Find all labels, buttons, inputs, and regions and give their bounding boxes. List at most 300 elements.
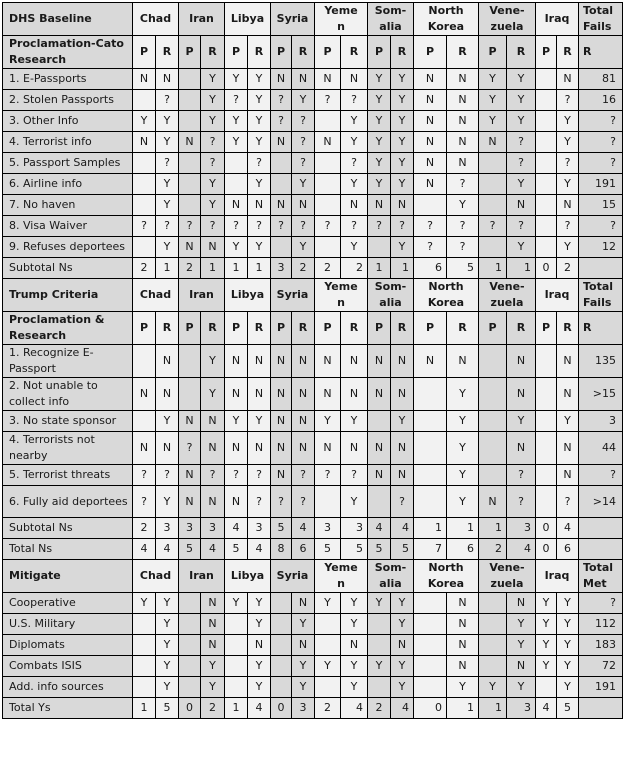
cell: Y	[557, 411, 579, 432]
cell: Y	[391, 656, 414, 677]
cell: Y	[225, 593, 248, 614]
summary-cell: 4	[248, 698, 271, 719]
cell: Y	[507, 174, 536, 195]
cell: Y	[156, 195, 179, 216]
cell	[271, 635, 292, 656]
cell: N	[368, 345, 391, 378]
cell: N	[557, 432, 579, 465]
summary-cell: 1	[479, 698, 507, 719]
summary-cell: 1	[414, 518, 447, 539]
cell	[479, 656, 507, 677]
summary-cell: 1	[479, 258, 507, 279]
cell: N	[271, 345, 292, 378]
cell: Y	[341, 677, 368, 698]
cell	[536, 345, 557, 378]
cell	[479, 432, 507, 465]
cell	[414, 593, 447, 614]
summary-cell: 4	[248, 539, 271, 560]
summary-cell: 3	[507, 518, 536, 539]
cell	[536, 411, 557, 432]
cell: N	[341, 195, 368, 216]
total-header: Total Met	[579, 560, 623, 593]
section-header-row	[3, 3, 623, 36]
summary-cell: 5	[368, 539, 391, 560]
cell: Y	[201, 677, 225, 698]
cell: Y	[156, 132, 179, 153]
cell	[479, 378, 507, 411]
cell: ?	[271, 111, 292, 132]
cell: Y	[557, 593, 579, 614]
cell: Y	[479, 677, 507, 698]
r-header: R	[507, 36, 536, 69]
cell	[368, 486, 391, 518]
summary-cell: 1	[225, 258, 248, 279]
cell: ?	[507, 486, 536, 518]
summary-cell: 1	[507, 258, 536, 279]
cell: Y	[201, 656, 225, 677]
p-header: P	[271, 36, 292, 69]
cell: Y	[201, 345, 225, 378]
cell: ?	[557, 486, 579, 518]
cell: Y	[315, 411, 341, 432]
cell	[479, 174, 507, 195]
cell: Y	[557, 132, 579, 153]
country-header: Libya	[225, 3, 271, 36]
cell: N	[271, 411, 292, 432]
cell: Y	[248, 614, 271, 635]
cell	[536, 486, 557, 518]
cell: Y	[447, 486, 479, 518]
row-total: 183	[579, 635, 623, 656]
r-header: R	[557, 312, 579, 345]
cell: Y	[292, 656, 315, 677]
cell: N	[447, 614, 479, 635]
summary-cell: 0	[271, 698, 292, 719]
cell: ?	[225, 90, 248, 111]
cell: N	[133, 69, 156, 90]
summary-cell: 4	[133, 539, 156, 560]
row-label: U.S. Military	[3, 614, 133, 635]
summary-cell: 4	[201, 539, 225, 560]
cell	[414, 411, 447, 432]
cell: Y	[507, 237, 536, 258]
summary-cell: 5	[156, 698, 179, 719]
r-header: R	[391, 36, 414, 69]
summary-cell: 2	[133, 258, 156, 279]
r-header: R	[248, 312, 271, 345]
p-header: P	[179, 312, 201, 345]
cell: N	[391, 195, 414, 216]
summary-cell: 1	[391, 258, 414, 279]
cell	[133, 677, 156, 698]
cell: ?	[156, 153, 179, 174]
country-header: North Korea	[414, 279, 479, 312]
cell	[536, 378, 557, 411]
summary-cell: 0	[536, 258, 557, 279]
cell: Y	[447, 677, 479, 698]
country-header: Yeme n	[315, 279, 368, 312]
cell: N	[391, 635, 414, 656]
country-header: Yeme n	[315, 3, 368, 36]
cell: N	[271, 132, 292, 153]
table-row	[3, 69, 623, 90]
cell	[414, 486, 447, 518]
cell: ?	[315, 465, 341, 486]
cell: Y	[557, 677, 579, 698]
cell	[479, 614, 507, 635]
cell: Y	[507, 69, 536, 90]
cell: N	[341, 69, 368, 90]
p-header: P	[225, 312, 248, 345]
summary-cell: 5	[315, 539, 341, 560]
cell: ?	[179, 432, 201, 465]
p-header: P	[315, 36, 341, 69]
summary-cell: 0	[414, 698, 447, 719]
cell: ?	[248, 216, 271, 237]
cell	[414, 656, 447, 677]
row-label: 1. E-Passports	[3, 69, 133, 90]
cell: N	[179, 465, 201, 486]
row-label: 3. Other Info	[3, 111, 133, 132]
cell: Y	[201, 69, 225, 90]
cell: Y	[225, 132, 248, 153]
country-header: Libya	[225, 560, 271, 593]
cell: Y	[557, 614, 579, 635]
cell: N	[225, 432, 248, 465]
cell: N	[292, 593, 315, 614]
cell: Y	[536, 593, 557, 614]
cell	[225, 614, 248, 635]
cell	[179, 635, 201, 656]
cell	[133, 90, 156, 111]
cell: ?	[557, 153, 579, 174]
cell: N	[315, 69, 341, 90]
country-header: North Korea	[414, 560, 479, 593]
country-header: Chad	[133, 560, 179, 593]
country-header: Som- alia	[368, 279, 414, 312]
cell: Y	[225, 111, 248, 132]
row-total: 15	[579, 195, 623, 216]
summary-cell: 2	[315, 258, 341, 279]
cell: ?	[557, 90, 579, 111]
row-total: ?	[579, 111, 623, 132]
cell: N	[507, 345, 536, 378]
r-header: R	[447, 312, 479, 345]
cell: N	[557, 465, 579, 486]
cell: Y	[201, 90, 225, 111]
cell	[271, 677, 292, 698]
r-header: R	[156, 312, 179, 345]
summary-cell: 5	[341, 539, 368, 560]
cell: ?	[156, 90, 179, 111]
summary-cell: 7	[414, 539, 447, 560]
cell: N	[201, 411, 225, 432]
cell	[414, 677, 447, 698]
cell	[414, 614, 447, 635]
cell	[414, 635, 447, 656]
row-total: 191	[579, 174, 623, 195]
row-label: 8. Visa Waiver	[3, 216, 133, 237]
summary-cell: 4	[292, 518, 315, 539]
p-header: P	[536, 312, 557, 345]
cell: ?	[507, 132, 536, 153]
country-header: Chad	[133, 279, 179, 312]
cell: ?	[557, 216, 579, 237]
summary-label: Subtotal Ns	[3, 518, 133, 539]
cell: N	[557, 195, 579, 216]
cell	[179, 174, 201, 195]
table-row	[3, 132, 623, 153]
cell: Y	[447, 411, 479, 432]
country-header: Som- alia	[368, 3, 414, 36]
row-label: 1. Recognize E-Passport	[3, 345, 133, 378]
r-header: R	[341, 36, 368, 69]
summary-row	[3, 698, 623, 719]
country-criteria-table	[2, 2, 623, 719]
cell: Y	[201, 111, 225, 132]
cell: Y	[156, 237, 179, 258]
cell: Y	[447, 195, 479, 216]
summary-label: Total Ys	[3, 698, 133, 719]
summary-cell: 3	[507, 698, 536, 719]
summary-cell: 3	[341, 518, 368, 539]
cell: N	[391, 345, 414, 378]
cell	[315, 486, 341, 518]
cell: ?	[507, 153, 536, 174]
cell: Y	[507, 614, 536, 635]
p-header: P	[368, 312, 391, 345]
row-total: >15	[579, 378, 623, 411]
p-header: P	[479, 36, 507, 69]
cell	[315, 153, 341, 174]
r-header: R	[292, 312, 315, 345]
cell: N	[271, 195, 292, 216]
cell: N	[447, 153, 479, 174]
cell: ?	[414, 216, 447, 237]
cell: N	[292, 345, 315, 378]
cell	[271, 237, 292, 258]
cell	[225, 635, 248, 656]
cell: Y	[536, 656, 557, 677]
cell: N	[271, 69, 292, 90]
cell: ?	[507, 216, 536, 237]
cell: N	[315, 345, 341, 378]
cell: Y	[368, 111, 391, 132]
country-header: Iraq	[536, 3, 579, 36]
p-header: P	[479, 312, 507, 345]
cell: N	[447, 635, 479, 656]
cell: Y	[248, 132, 271, 153]
cell: N	[507, 593, 536, 614]
summary-cell: 6	[557, 539, 579, 560]
cell: ?	[292, 465, 315, 486]
summary-row	[3, 518, 623, 539]
cell: Y	[391, 237, 414, 258]
cell: Y	[248, 174, 271, 195]
cell: ?	[507, 465, 536, 486]
cell: Y	[156, 677, 179, 698]
cell: Y	[201, 195, 225, 216]
cell: N	[391, 465, 414, 486]
cell: Y	[479, 90, 507, 111]
cell: Y	[341, 132, 368, 153]
cell: Y	[391, 69, 414, 90]
summary-cell: 5	[225, 539, 248, 560]
cell	[368, 635, 391, 656]
cell: N	[292, 69, 315, 90]
country-header: Iran	[179, 279, 225, 312]
cell: ?	[315, 216, 341, 237]
cell: Y	[156, 635, 179, 656]
cell: Y	[507, 111, 536, 132]
cell	[133, 345, 156, 378]
r-header: R	[341, 312, 368, 345]
summary-label: Total Ns	[3, 539, 133, 560]
cell	[315, 111, 341, 132]
summary-cell: 2	[179, 258, 201, 279]
cell	[179, 153, 201, 174]
summary-cell: 4	[391, 518, 414, 539]
cell	[271, 656, 292, 677]
cell: ?	[201, 132, 225, 153]
cell: N	[225, 378, 248, 411]
summary-cell: 3	[201, 518, 225, 539]
cell	[271, 614, 292, 635]
cell: Y	[391, 677, 414, 698]
cell: N	[557, 378, 579, 411]
country-header: Libya	[225, 279, 271, 312]
cell: ?	[414, 237, 447, 258]
cell	[368, 614, 391, 635]
summary-cell: 2	[557, 258, 579, 279]
table-row	[3, 174, 623, 195]
summary-cell: 1	[201, 258, 225, 279]
cell: ?	[368, 216, 391, 237]
cell: Y	[368, 593, 391, 614]
cell: N	[341, 378, 368, 411]
summary-cell: 3	[292, 698, 315, 719]
cell: ?	[271, 216, 292, 237]
cell	[271, 174, 292, 195]
cell: N	[315, 432, 341, 465]
cell: ?	[341, 153, 368, 174]
cell: N	[368, 432, 391, 465]
cell: ?	[156, 216, 179, 237]
country-header: Syria	[271, 279, 315, 312]
cell	[368, 677, 391, 698]
row-total: 3	[579, 411, 623, 432]
cell: N	[414, 90, 447, 111]
cell: Y	[447, 378, 479, 411]
row-total: 112	[579, 614, 623, 635]
cell	[133, 153, 156, 174]
cell: N	[447, 90, 479, 111]
summary-cell: 2	[479, 539, 507, 560]
row-total: >14	[579, 486, 623, 518]
cell: N	[292, 195, 315, 216]
cell: N	[292, 635, 315, 656]
cell: N	[225, 345, 248, 378]
summary-cell: 3	[248, 518, 271, 539]
summary-cell: 0	[536, 518, 557, 539]
cell	[225, 677, 248, 698]
summary-cell: 4	[507, 539, 536, 560]
cell: N	[133, 378, 156, 411]
cell: N	[292, 411, 315, 432]
cell: Y	[341, 174, 368, 195]
cell: N	[341, 432, 368, 465]
cell	[536, 90, 557, 111]
cell: N	[201, 486, 225, 518]
cell: Y	[292, 677, 315, 698]
section-subheader: Proclamation-Cato Research	[3, 36, 133, 69]
summary-cell: 4	[341, 698, 368, 719]
summary-cell: 2	[341, 258, 368, 279]
country-header: North Korea	[414, 3, 479, 36]
cell: ?	[447, 237, 479, 258]
cell: N	[271, 465, 292, 486]
cell	[479, 465, 507, 486]
table-row	[3, 345, 623, 378]
cell	[479, 195, 507, 216]
cell: Y	[391, 153, 414, 174]
cell	[225, 656, 248, 677]
cell: Y	[341, 411, 368, 432]
country-header: Iraq	[536, 560, 579, 593]
cell: Y	[507, 90, 536, 111]
r-header: R	[507, 312, 536, 345]
summary-cell: 4	[156, 539, 179, 560]
cell: Y	[447, 432, 479, 465]
cell: ?	[341, 216, 368, 237]
cell: N	[447, 69, 479, 90]
country-header: Syria	[271, 560, 315, 593]
summary-cell: 1	[447, 518, 479, 539]
cell	[271, 593, 292, 614]
row-total: 12	[579, 237, 623, 258]
cell	[315, 614, 341, 635]
cell: Y	[315, 593, 341, 614]
cell	[536, 69, 557, 90]
cell: N	[368, 195, 391, 216]
country-header: Vene- zuela	[479, 3, 536, 36]
cell: Y	[156, 486, 179, 518]
summary-cell: 4	[536, 698, 557, 719]
cell: N	[391, 378, 414, 411]
cell: ?	[341, 465, 368, 486]
cell	[536, 237, 557, 258]
summary-cell: 3	[271, 258, 292, 279]
r-header: R	[201, 312, 225, 345]
cell: N	[414, 174, 447, 195]
table-row	[3, 486, 623, 518]
row-label: 2. Stolen Passports	[3, 90, 133, 111]
cell	[536, 465, 557, 486]
cell: N	[179, 411, 201, 432]
cell: Y	[536, 614, 557, 635]
cell: Y	[391, 411, 414, 432]
summary-cell: 3	[156, 518, 179, 539]
cell	[315, 635, 341, 656]
cell: N	[507, 432, 536, 465]
r-header: R	[292, 36, 315, 69]
cell	[479, 593, 507, 614]
cell: N	[201, 635, 225, 656]
summary-label: Subtotal Ns	[3, 258, 133, 279]
cell: N	[201, 237, 225, 258]
cell	[536, 677, 557, 698]
summary-cell: 5	[391, 539, 414, 560]
